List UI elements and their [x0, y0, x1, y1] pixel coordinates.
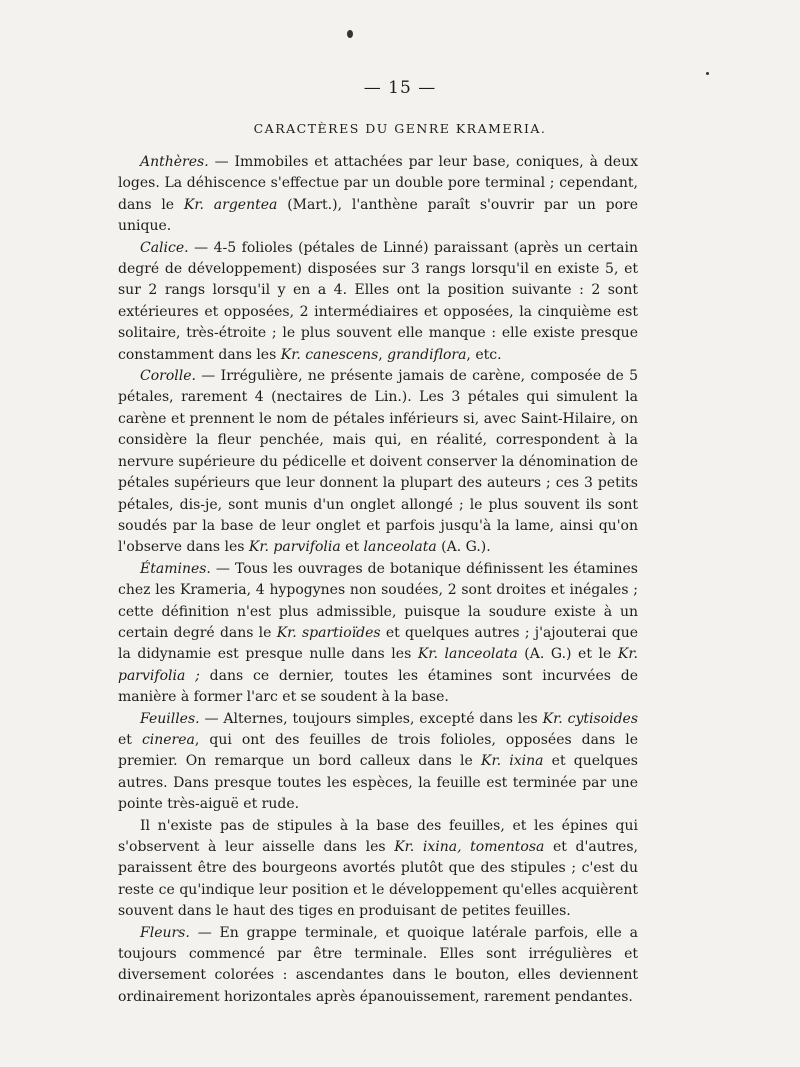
paragraph-lead: Feuilles. [140, 710, 200, 727]
species-name: cinerea [141, 731, 195, 748]
text-run: , [378, 346, 388, 363]
paragraph [118, 152, 638, 238]
text-run: (Mart.), l'anthène paraît s'ouvrir par un pore unique. [118, 196, 638, 235]
ink-speck [347, 30, 353, 38]
paragraph [118, 816, 638, 923]
species-name: Kr. spartioïdes [276, 624, 381, 641]
section-title: CARACTÈRES DU GENRE KRAMERIA. [253, 121, 547, 136]
text-run: — Immobiles et attachées par leur base, coniques, à deux loges. La déhiscence s'effectue par un double pore terminal ; cependant, dans le [118, 154, 638, 213]
text-run: et quelques autres ; j'ajouterai que la didynamie est presque nulle dans les [118, 624, 639, 663]
species-name: lanceolata [363, 539, 437, 556]
text-run: et d'autres, paraissent être des bourgeons avortés plutôt que des stipules ; c'est du reste ce qu'indique leur position et le développement qu'elles acquièrent souvent dans le haut des tiges en produisant de petites feuilles. [118, 839, 638, 920]
species-name: Kr. ixina, tomentosa [394, 839, 545, 855]
species-name: Kr. canescens [280, 346, 379, 363]
text-run: — Tous les ouvrages de botanique définissent les étamines chez les Krameria, 4 hypogynes non soudées, 2 sont droites et inégales ; cette définition n'est plus admissible, puisque la soudure existe à un certain degré dans le [118, 560, 638, 641]
paragraph [118, 366, 638, 559]
text-run: — 4-5 folioles (pétales de Linné) paraissant (après un certain degré de développement) disposées sur 3 rangs lorsqu'il en existe 5, et sur 2 rangs lorsqu'il y en a 4. Elles ont la position suivante : 2 sont extérieures et opposées, 2 intermédiaires et opposées, la cinquième est solitaire, très-étroite ; le plus souvent elle manque : elle existe presque constamment dans les [118, 239, 638, 363]
text-run: — Alternes, toujours simples, excepté dans les [199, 710, 543, 727]
text-run: et quelques autres. Dans presque toutes les espèces, la feuille est terminée par une pointe très-aiguë et rude. [118, 753, 638, 813]
text-run: et [340, 539, 364, 556]
paragraph-lead: Étamines. [140, 560, 211, 577]
paragraph-lead: Fleurs. [140, 924, 190, 941]
text-run: — En grappe terminale, et quoique latérale parfois, elle a toujours commencé par être terminale. Elles sont irrégulières et diversement colorées : ascendantes dans le bouton, elles deviennent ordinairement horizontales après épanouissement, rarement pendantes. [118, 924, 638, 1005]
species-name: Kr. parvifolia [248, 539, 341, 556]
paragraph-lead: Corolle. [140, 368, 196, 385]
species-name: Kr. ixina [480, 753, 544, 770]
paragraph-lead: Calice. [140, 239, 189, 256]
species-name: Kr. lanceolata [417, 646, 518, 663]
text-run: et [118, 731, 142, 748]
text-run: — Irrégulière, ne présente jamais de carène, composée de 5 pétales, rarement 4 (nectaires de Lin.). Les 3 pétales qui simulent la carène et prennent le nom de pétales inférieurs si, avec Saint-Hilaire, on considère la fleur penchée, mais qui, en réalité, correspondent à la nervure supérieure du pédicelle et doivent conserver la dénomination de pétales supérieurs que leur donnent la plupart des auteurs ; ces 3 petits pétales, dis-je, sont munis d'un onglet allongé ; le plus souvent ils sont soudés par la base de leur onglet et parfois jusqu'à la lame, ainsi qu'on l'observe dans les [118, 368, 638, 556]
text-run: , qui ont des feuilles de trois folioles, opposées dans le premier. On remarque un bord calleux dans le [118, 731, 638, 770]
text-run: (A. G.). [436, 539, 491, 556]
page-number: — 15 — [363, 78, 437, 98]
species-name: Kr. argentea [183, 196, 278, 213]
species-name: grandiflora [387, 346, 467, 363]
paragraph [118, 709, 638, 816]
species-name: Kr. cytisoides [542, 710, 639, 727]
paragraph [118, 923, 638, 1009]
body-text [118, 152, 638, 1008]
paragraph [118, 238, 638, 366]
text-run: (A. G.) et le [517, 646, 618, 663]
ink-speck [706, 72, 709, 75]
paragraph [118, 559, 638, 709]
text-run: Il n'existe pas de stipules à la base des feuilles, et les épines qui s'observent à leur aisselle dans les [118, 817, 638, 855]
paragraph-lead: Anthères. [140, 154, 209, 170]
text-run: , etc. [466, 346, 502, 363]
text-run: dans ce dernier, toutes les étamines sont incurvées de manière à former l'arc et se soudent à la base. [118, 667, 638, 706]
species-name: Kr. parvifolia ; [118, 646, 638, 684]
